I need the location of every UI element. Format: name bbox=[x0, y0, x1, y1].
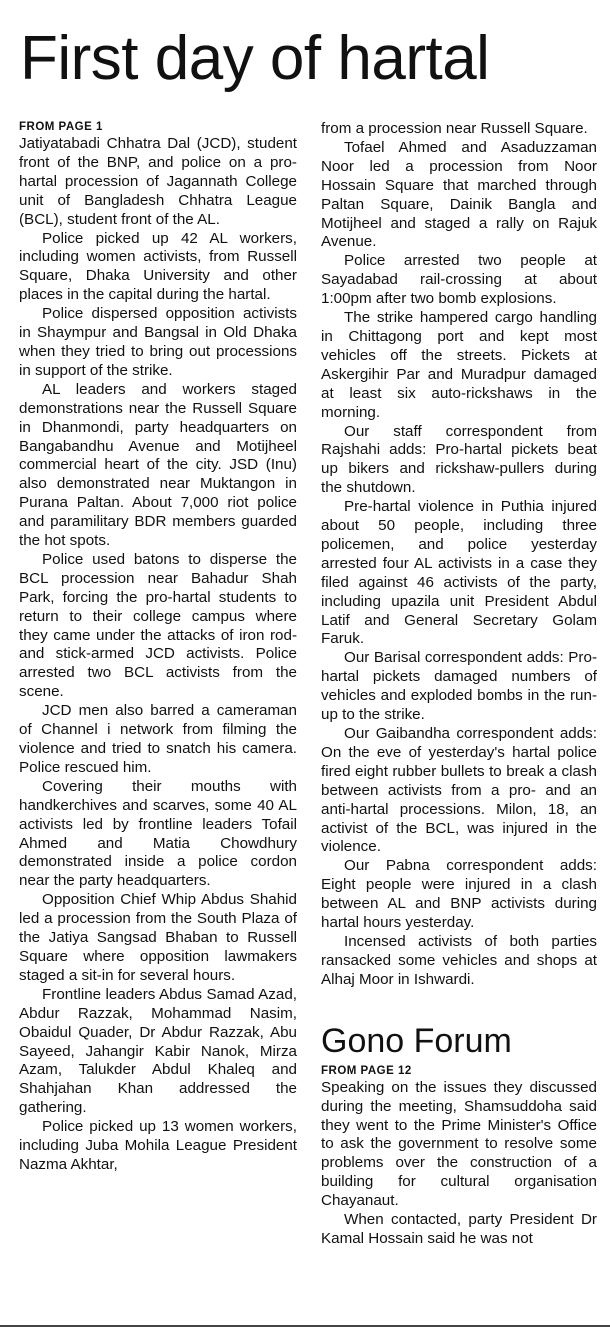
left-column bbox=[19, 120, 297, 1175]
paragraph: Our Gaibandha correspondent adds: On the eve of yesterday's hartal police fired eight rubber bullets to break a clash between activists from a pro- and an anti-hartal processions. Milon, 18, an activist of the BCL, was injured in the violence. bbox=[321, 725, 597, 856]
paragraph: Covering their mouths with handkerchives and scarves, some 40 AL activists led by frontline leaders Tofail Ahmed and Matia Chowdhury demonstrated inside a police cordon near the party headquarters. bbox=[19, 777, 297, 890]
paragraph: Our Barisal correspondent adds: Pro-hartal pickets damaged numbers of vehicles and exploded bombs in the run-up to the strike. bbox=[321, 649, 597, 724]
paragraph: AL leaders and workers staged demonstrations near the Russell Square in Dhanmondi, party headquarters on Bangabandhu Avenue and Motijheel commercial heart of the city. JSD (Inu) also demonstrated near Muktangon in Purana Paltan. About 7,000 riot police and paramilitary BDR members guarded the hot spots. bbox=[19, 380, 297, 550]
paragraph: Police picked up 42 AL workers, including women activists, from Russell Square, Dhaka University and other places in the capital during the hartal. bbox=[19, 229, 297, 304]
headline: First day of hartal bbox=[20, 24, 490, 93]
paragraph: from a procession near Russell Square. bbox=[321, 120, 588, 137]
paragraph: Opposition Chief Whip Abdus Shahid led a procession from the South Plaza of the Jatiya Sangsad Bhaban to Russell Square where opposition lawmakers staged a sit-in for several hours. bbox=[19, 891, 297, 984]
paragraph: When contacted, party President Dr Kamal Hossain said he was not bbox=[321, 1211, 597, 1247]
paragraph: Speaking on the issues they discussed during the meeting, Shamsuddoha said they went to the Prime Minister's Office to ask the government to resolve some problems over the construction of a building for cultural organisation Chayanaut. bbox=[321, 1078, 597, 1210]
paragraph: Police arrested two people at Sayadabad rail-crossing at about 1:00pm after two bomb explosions. bbox=[321, 252, 597, 308]
paragraph: Jatiyatabadi Chhatra Dal (JCD), student front of the BNP, and police on a pro-hartal procession of Jagannath College unit of Bangladesh Chhatra League (BCL), student front of the AL. bbox=[19, 135, 297, 228]
right-column bbox=[321, 120, 597, 1249]
paragraph: JCD men also barred a cameraman of Channel i network from filming the violence and tried to snatch his camera. Police rescued him. bbox=[19, 702, 297, 776]
paragraph: Frontline leaders Abdus Samad Azad, Abdur Razzak, Mohammad Nasim, Obaidul Quader, Dr Abdur Razzak, Abu Sayeed, Jahangir Kabir Nanok, Mirza Azam, Talukder Abdul Khaleq and Shahjahan Khan addressed the gathering. bbox=[19, 985, 297, 1117]
paragraph: Tofael Ahmed and Asaduzzaman Noor led a procession from Noor Hossain Square that marched through Paltan Square, Dainik Bangla and Motijheel and staged a rally on Rajuk Avenue. bbox=[321, 138, 597, 251]
paragraph: Police picked up 13 women workers, including Juba Mohila League President Nazma Akhtar, bbox=[19, 1118, 297, 1173]
paragraph: Incensed activists of both parties ransacked some vehicles and shops at Alhaj Moor in Ishwardi. bbox=[321, 932, 597, 988]
paragraph: Police used batons to disperse the BCL procession near Bahadur Shah Park, forcing the pro-hartal students to return to their college campus where they came under the attacks of iron rod-and stick-armed JCD activists. Police arrested two BCL activists from the scene. bbox=[19, 550, 297, 701]
second-story-headline: Gono Forum bbox=[321, 1021, 512, 1060]
paragraph: The strike hampered cargo handling in Chittagong port and kept most vehicles off the streets. Pickets at Askergihir Par and Muradpur damaged at least six auto-rickshaws in the morning. bbox=[321, 309, 597, 421]
paragraph: Pre-hartal violence in Puthia injured about 50 people, including three policemen, and police yesterday arrested four AL activists in a case they filed against 46 activists of the party, including upazila unit President Abdul Latif and General Secretary Golam Faruk. bbox=[321, 498, 597, 648]
kicker: FROM PAGE 12 bbox=[321, 1064, 412, 1077]
kicker: FROM PAGE 1 bbox=[19, 121, 103, 133]
paragraph: Our Pabna correspondent adds: Eight people were injured in a clash between AL and BNP activists during hartal hours yesterday. bbox=[321, 857, 597, 932]
paragraph: Police dispersed opposition activists in Shaympur and Bangsal in Old Dhaka when they tried to bring out processions in support of the strike. bbox=[19, 305, 297, 379]
paragraph: Our staff correspondent from Rajshahi adds: Pro-hartal pickets beat up bikers and rickshaw-pullers during the shutdown. bbox=[321, 422, 597, 497]
